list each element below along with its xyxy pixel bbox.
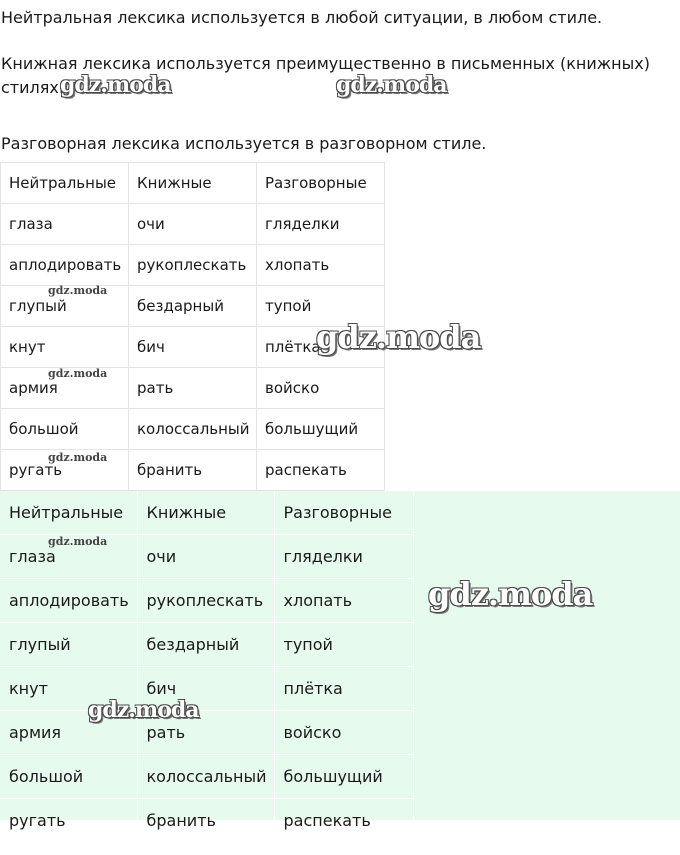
table-row (0, 799, 413, 843)
table-cell: армия (0, 711, 137, 755)
paragraph-bookish-line2: стилях. (1, 78, 64, 97)
table-cell: хлопать (274, 579, 413, 623)
table-cell: бич (129, 327, 257, 368)
table-row (1, 409, 385, 450)
watermark: gdz.moda (316, 318, 481, 356)
table-row (0, 755, 413, 799)
table-cell: войско (274, 711, 413, 755)
table-cell: большущий (274, 755, 413, 799)
table-cell: войско (257, 368, 385, 409)
table-cell: аплодировать (1, 245, 129, 286)
table-cell: очи (129, 204, 257, 245)
watermark: gdz.moda (428, 575, 593, 613)
highlighted-table-block (0, 491, 680, 830)
table-cell: ругать (0, 799, 137, 843)
table-cell: рать (137, 711, 274, 755)
table-cell: аплодировать (0, 579, 137, 623)
table-cell: плётка (257, 327, 385, 368)
watermark: gdz.moda (48, 284, 108, 297)
table-cell: бич (137, 667, 274, 711)
header-cell: Книжные (129, 163, 257, 204)
watermark: gdz.moda (48, 367, 108, 380)
table-cell: кнут (1, 327, 129, 368)
table-cell: бранить (129, 450, 257, 491)
table-cell: глупый (1, 286, 129, 327)
table-row (1, 327, 385, 368)
table-cell: глаза (1, 204, 129, 245)
table-cell: рукоплескать (129, 245, 257, 286)
table-cell: глупый (0, 623, 137, 667)
table-cell: бранить (137, 799, 274, 843)
watermark: gdz.moda (336, 72, 447, 98)
header-cell: Разговорные (274, 491, 413, 535)
table-cell: тупой (274, 623, 413, 667)
table-cell: кнут (0, 667, 137, 711)
header-cell: Книжные (137, 491, 274, 535)
table-header-row (1, 163, 385, 204)
table-cell: плётка (274, 667, 413, 711)
table-cell: тупой (257, 286, 385, 327)
table-row (0, 711, 413, 755)
table-cell: распекать (274, 799, 413, 843)
header-cell: Нейтральные (0, 491, 137, 535)
table-cell: распекать (257, 450, 385, 491)
watermark: gdz.moda (88, 697, 199, 723)
table-cell: гляделки (257, 204, 385, 245)
paragraph-bookish-line1: Книжная лексика используется преимущественно в письменных (книжных) (1, 54, 650, 73)
table-cell: рукоплескать (137, 579, 274, 623)
table-cell: большущий (257, 409, 385, 450)
table-header-row (0, 491, 413, 535)
header-cell: Разговорные (257, 163, 385, 204)
table-cell: большой (1, 409, 129, 450)
table-cell: большой (0, 755, 137, 799)
table-cell: рать (129, 368, 257, 409)
table-row (0, 579, 413, 623)
vocabulary-table (0, 162, 385, 491)
vocabulary-table-highlighted (0, 491, 414, 843)
watermark: gdz.moda (60, 72, 171, 98)
table-row (0, 667, 413, 711)
table-row (1, 450, 385, 491)
table-row (1, 286, 385, 327)
table-cell: очи (137, 535, 274, 579)
table-cell: ругать (1, 450, 129, 491)
table-cell: гляделки (274, 535, 413, 579)
table-cell: глаза (0, 535, 137, 579)
table-row (1, 204, 385, 245)
table-cell: колоссальный (129, 409, 257, 450)
table-row (0, 623, 413, 667)
table-cell: армия (1, 368, 129, 409)
paragraph-bookish (1, 52, 650, 100)
table-row (0, 535, 413, 579)
table-row (1, 245, 385, 286)
header-cell: Нейтральные (1, 163, 129, 204)
watermark: gdz.moda (48, 535, 108, 548)
table-cell: бездарный (129, 286, 257, 327)
paragraph-neutral: Нейтральная лексика используется в любой ситуации, в любом стиле. (1, 8, 603, 27)
table-cell: бездарный (137, 623, 274, 667)
table-row (1, 368, 385, 409)
table-cell: хлопать (257, 245, 385, 286)
paragraph-colloquial: Разговорная лексика используется в разговорном стиле. (1, 134, 487, 153)
watermark: gdz.moda (48, 451, 108, 464)
table-cell: колоссальный (137, 755, 274, 799)
